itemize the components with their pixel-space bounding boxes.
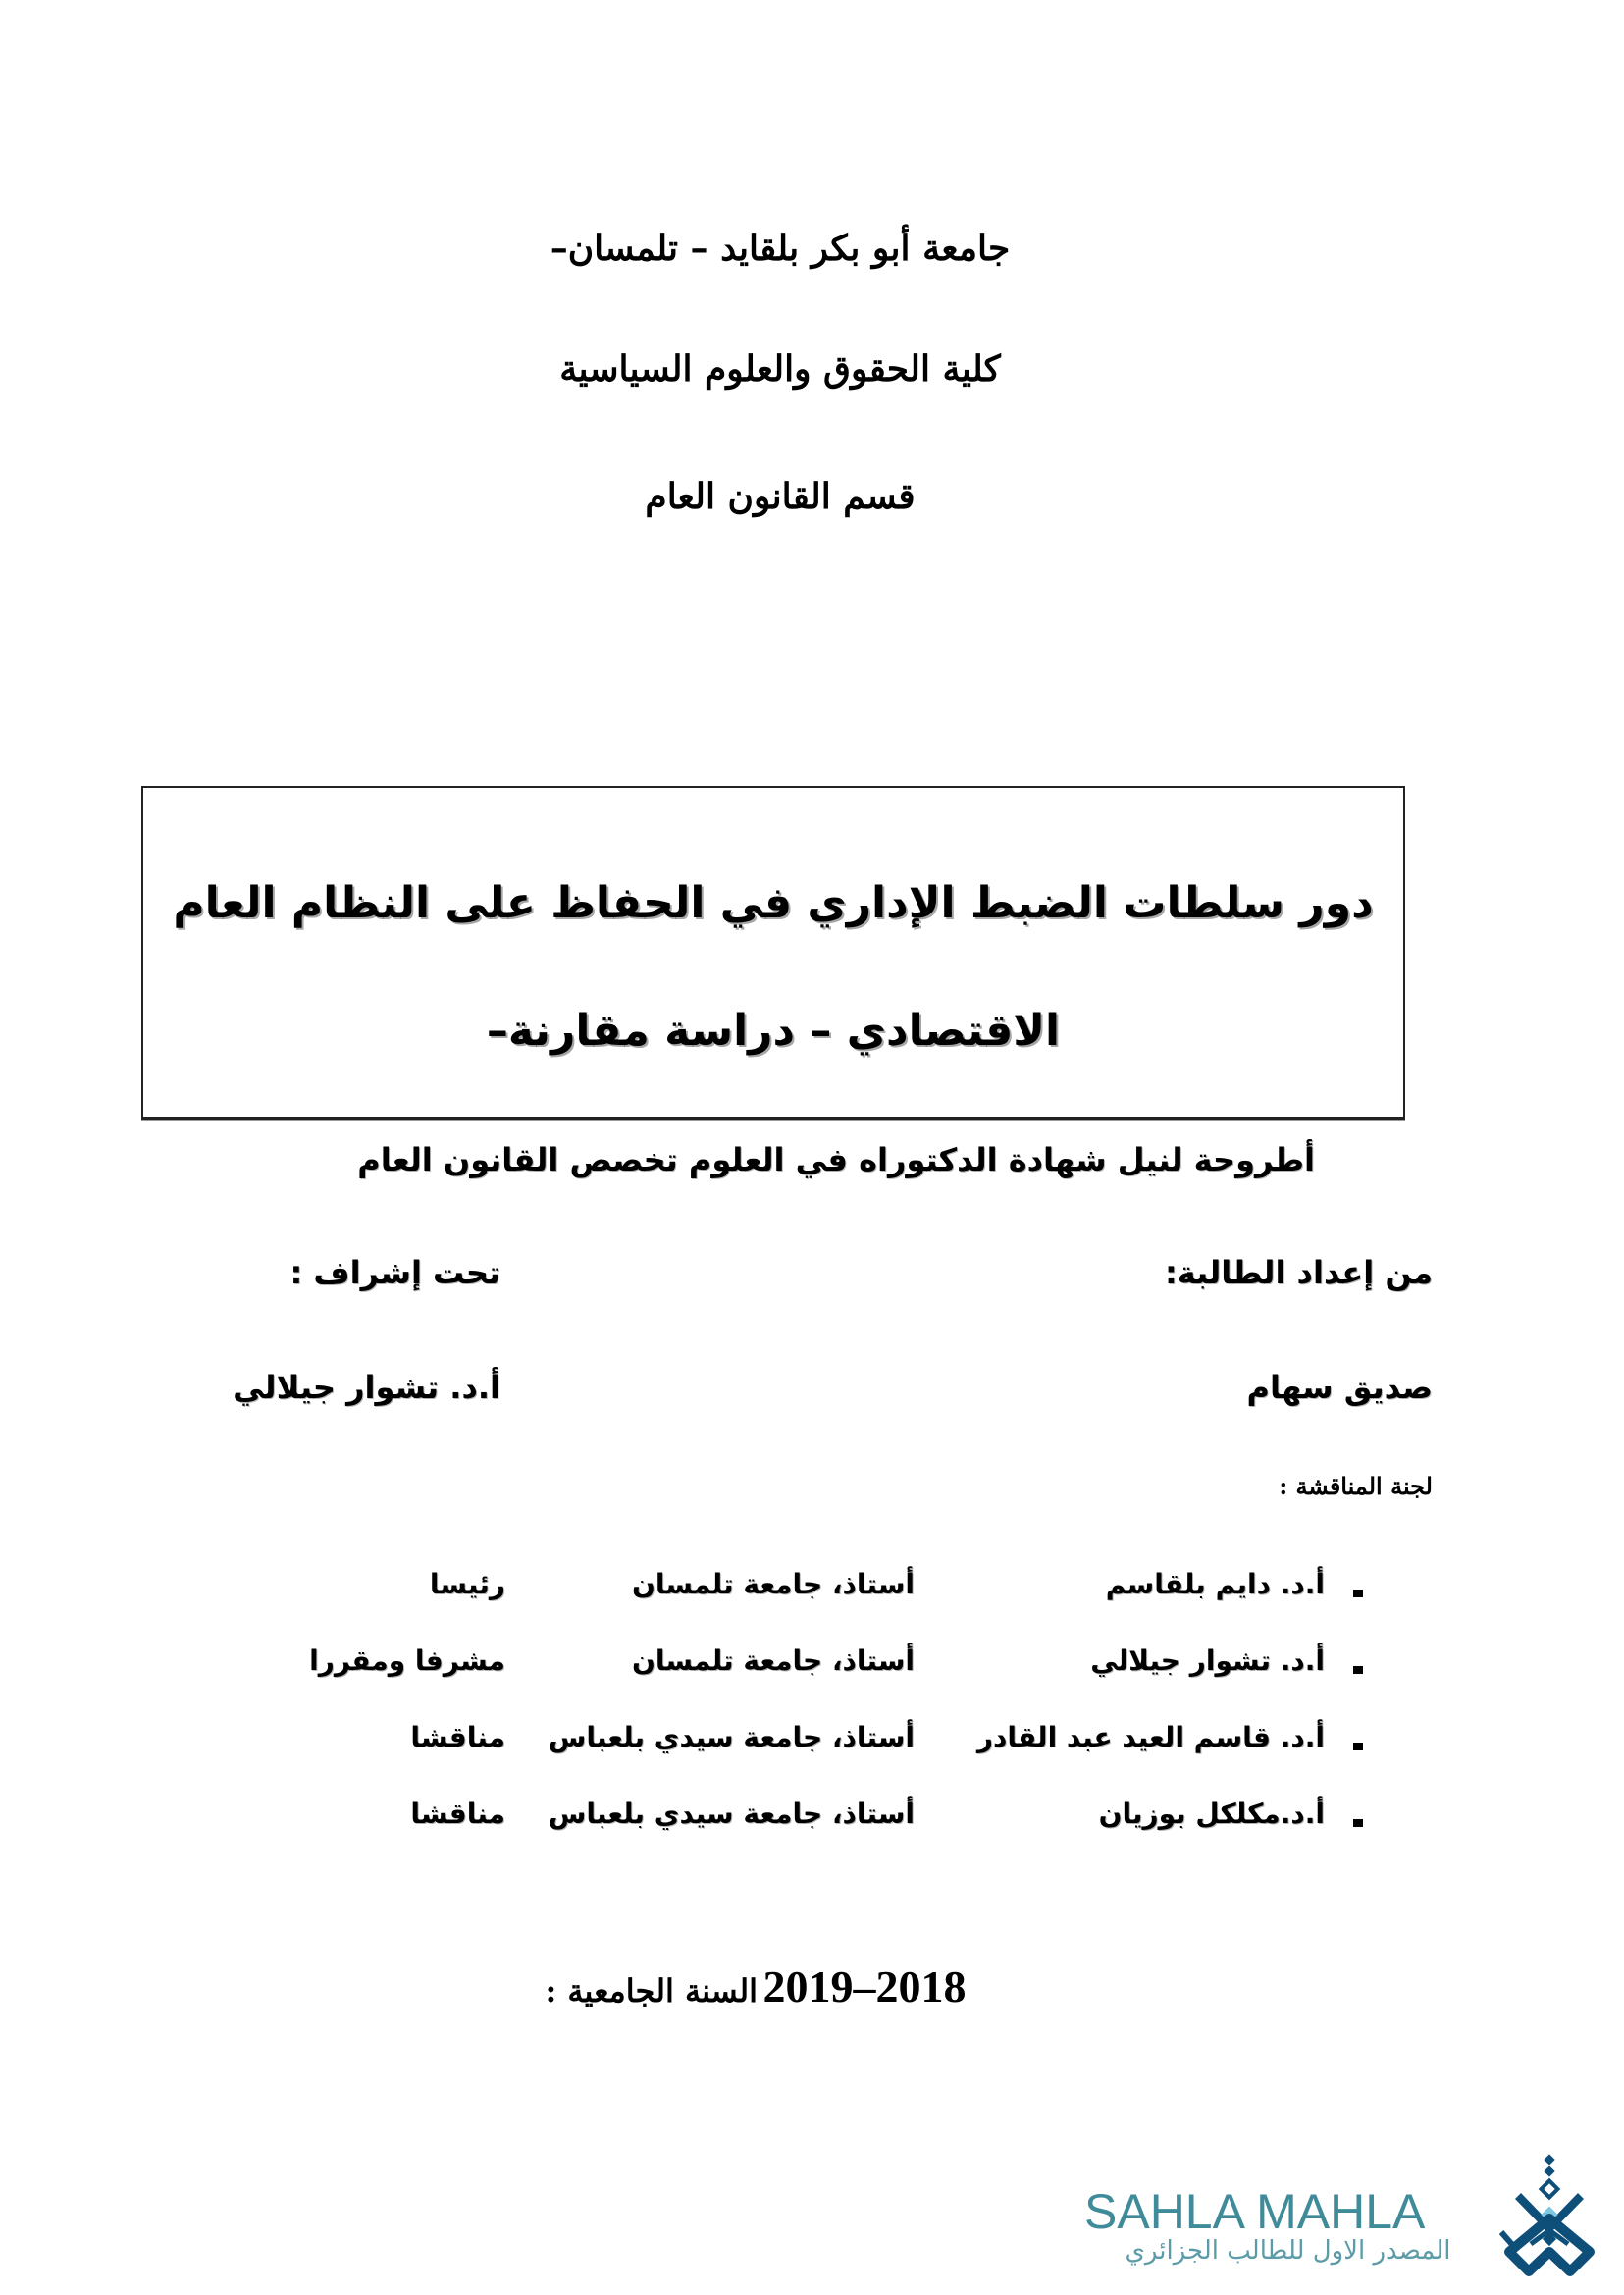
student-name: صديق سهام	[1246, 1369, 1433, 1406]
thesis-title-box	[141, 786, 1405, 1120]
member-name: أ.د.مكلكل بوزيان	[1098, 1798, 1325, 1830]
committee-member-row	[0, 1644, 1624, 1694]
sahla-mahla-emblem-icon	[1492, 2154, 1609, 2276]
member-role: رئيسا	[429, 1568, 505, 1600]
academic-year	[510, 1960, 1001, 2012]
member-role: مناقشا	[410, 1798, 505, 1830]
logo-text: SAHLA MAHLA	[1084, 2184, 1426, 2239]
member-role: مناقشا	[410, 1721, 505, 1753]
thesis-title-line1: دور سلطات الضبط الإداري في الحفاظ على النظام العام	[173, 878, 1374, 928]
bullet-icon	[1353, 1819, 1363, 1827]
academic-year-value: 2019–2018	[762, 1961, 967, 2011]
thesis-title-line2: الاقتصادي – دراسة مقارنة–	[486, 1006, 1061, 1056]
supervised-by-label: تحت إشراف :	[289, 1254, 500, 1291]
university-name: جامعة أبو بكر بلقايد – تلمسان–	[550, 228, 1011, 269]
member-role: مشرفا ومقررا	[309, 1644, 505, 1677]
member-affiliation: أستاذ، جامعة تلمسان	[631, 1644, 915, 1677]
committee-member-row	[0, 1568, 1624, 1617]
member-affiliation: أستاذ، جامعة سيدي بلعباس	[548, 1798, 915, 1830]
member-name: أ.د. قاسم العيد عبد القادر	[976, 1721, 1325, 1753]
academic-year-label: السنة الجامعية :	[545, 1972, 758, 2009]
faculty-name: كلية الحقوق والعلوم السياسية	[559, 348, 1001, 390]
department-name: قسم القانون العام	[645, 476, 916, 517]
committee-member-row	[0, 1798, 1624, 1847]
member-name: أ.د. تشوار جيلالي	[1090, 1644, 1325, 1677]
committee-member-row	[0, 1721, 1624, 1770]
thesis-subtitle: أطروحة لنيل شهادة الدكتوراه في العلوم تخصص القانون العام	[357, 1141, 1315, 1178]
bullet-icon	[1353, 1666, 1363, 1674]
logo-tagline: المصدر الاول للطالب الجزائري	[1125, 2236, 1451, 2266]
bullet-icon	[1353, 1590, 1363, 1597]
sahla-mahla-logo	[1079, 2154, 1614, 2281]
member-affiliation: أستاذ، جامعة سيدي بلعباس	[548, 1721, 915, 1753]
supervisor-name: أ.د. تشوار جيلالي	[233, 1369, 500, 1406]
committee-label: لجنة المناقشة :	[1279, 1472, 1433, 1500]
bullet-icon	[1353, 1743, 1363, 1750]
prepared-by-label: من إعداد الطالبة:	[1164, 1254, 1433, 1291]
member-name: أ.د. دايم بلقاسم	[1105, 1568, 1325, 1600]
member-affiliation: أستاذ، جامعة تلمسان	[631, 1568, 915, 1600]
